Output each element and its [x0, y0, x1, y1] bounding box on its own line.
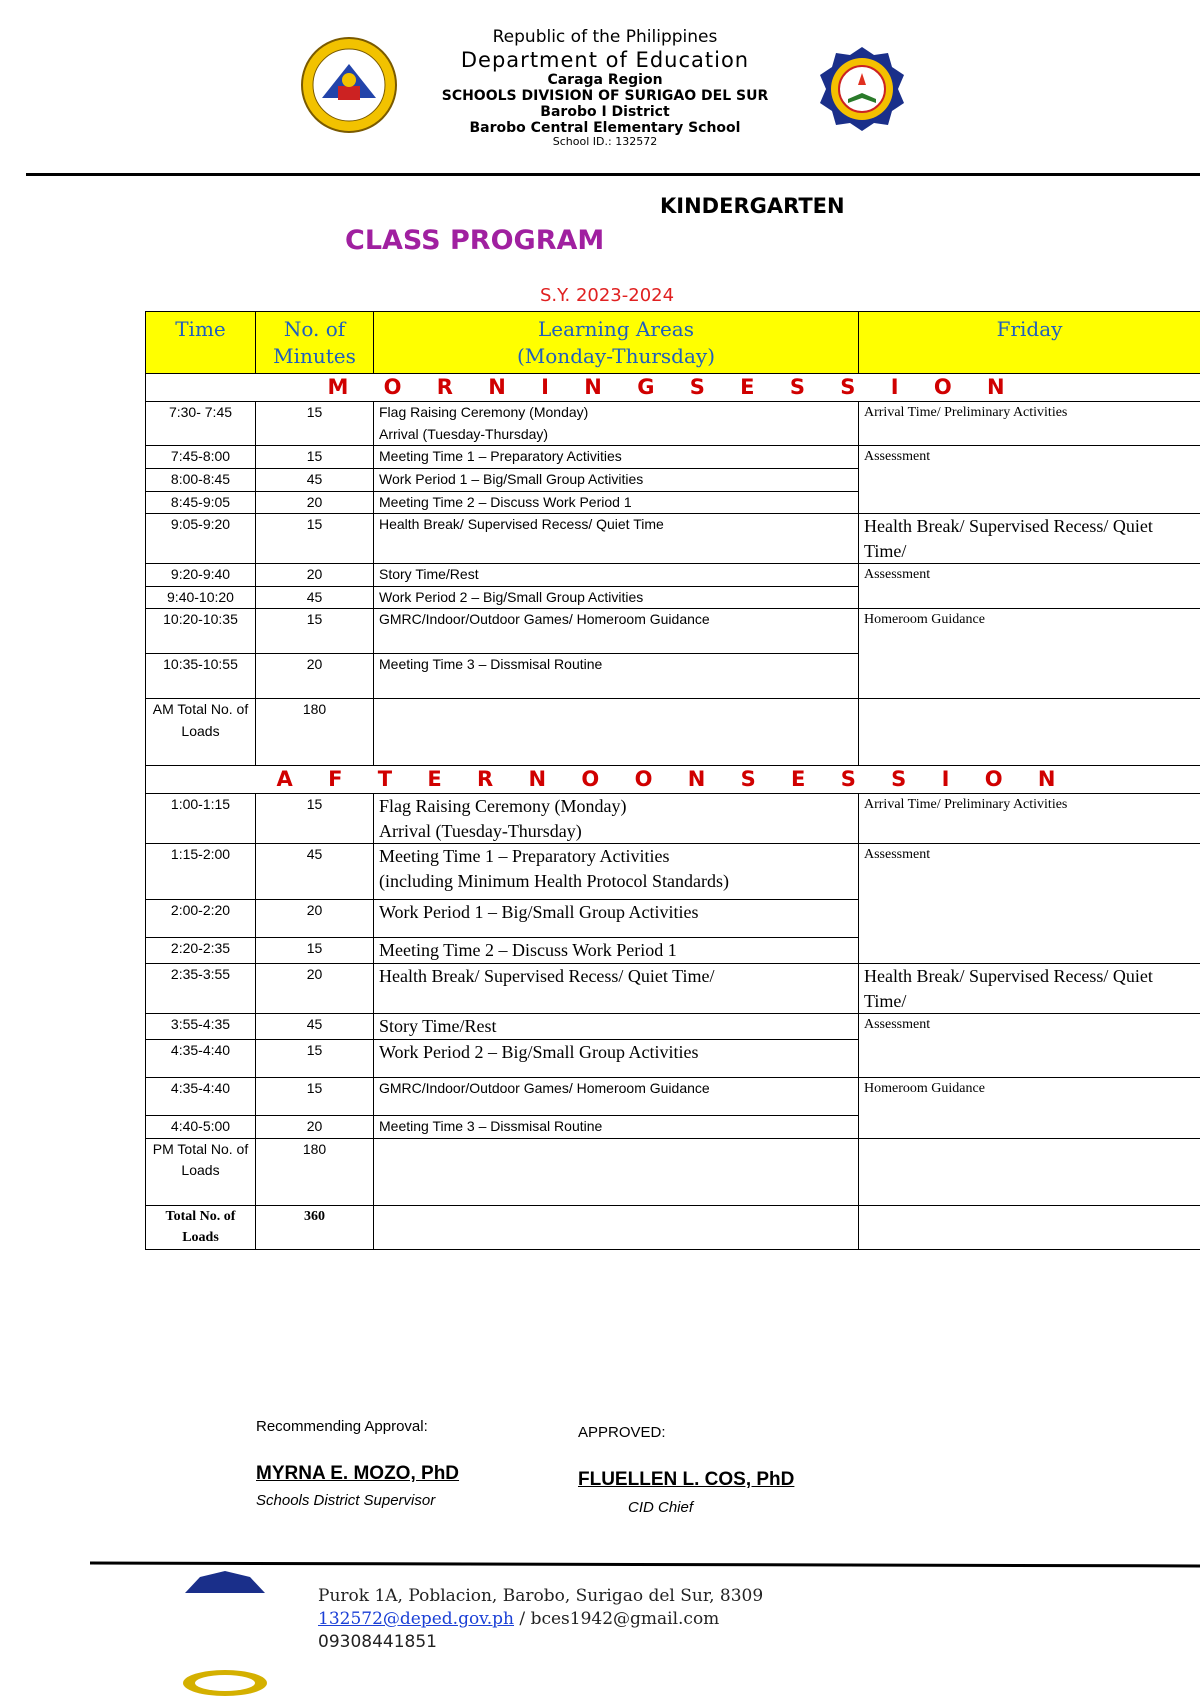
learning-area-cell: Flag Raising Ceremony (Monday) Arrival (Tuesday-Thursday): [374, 794, 859, 844]
header-friday: Friday: [859, 312, 1200, 374]
minutes-cell: 15: [256, 446, 374, 469]
table-row: [146, 514, 1200, 564]
table-row: [146, 402, 1200, 446]
learning-area-cell: Story Time/Rest: [374, 1014, 859, 1040]
learning-area-cell: Story Time/Rest: [374, 564, 859, 587]
minutes-cell: 20: [256, 1116, 374, 1139]
supervisor-title: Schools District Supervisor: [256, 1492, 436, 1509]
time-cell: 7:30- 7:45: [146, 402, 256, 446]
minutes-cell: 45: [256, 1014, 374, 1040]
minutes-cell: 15: [256, 938, 374, 964]
time-cell: 2:35-3:55: [146, 964, 256, 1014]
grand-total-label: Total No. of Loads: [146, 1205, 256, 1249]
minutes-cell: 20: [256, 491, 374, 514]
school-name: Barobo Central Elementary School: [469, 119, 741, 136]
region-text: Caraga Region: [547, 71, 663, 88]
header-minutes: No. of Minutes: [256, 312, 374, 374]
time-cell: 9:05-9:20: [146, 514, 256, 564]
time-cell: 4:35-4:40: [146, 1040, 256, 1078]
table-row: [146, 609, 1200, 654]
email-secondary: bces1942@gmail.com: [530, 1608, 720, 1629]
time-cell: 7:45-8:00: [146, 446, 256, 469]
learning-area-cell: Work Period 1 – Big/Small Group Activities: [374, 900, 859, 938]
pm-total-minutes: 180: [256, 1138, 374, 1205]
page-title: CLASS PROGRAM: [345, 225, 605, 256]
am-total-label: AM Total No. of Loads: [146, 699, 256, 766]
learning-area-cell: Health Break/ Supervised Recess/ Quiet Time: [374, 514, 859, 564]
minutes-cell: 45: [256, 844, 374, 900]
header-learning-areas: Learning Areas (Monday-Thursday): [374, 312, 859, 374]
friday-cell: Assessment: [859, 844, 1200, 964]
district-text: Barobo I District: [540, 103, 670, 120]
time-cell: 1:15-2:00: [146, 844, 256, 900]
table-row: [146, 794, 1200, 844]
friday-cell: Arrival Time/ Preliminary Activities: [859, 402, 1200, 446]
friday-cell: Assessment: [859, 1014, 1200, 1078]
learning-area-cell: GMRC/Indoor/Outdoor Games/ Homeroom Guidance: [374, 609, 859, 654]
friday-cell: Assessment: [859, 446, 1200, 514]
header-divider: [26, 173, 1200, 176]
time-cell: 8:00-8:45: [146, 469, 256, 492]
time-cell: 4:35-4:40: [146, 1078, 256, 1116]
learning-area-cell: Meeting Time 2 – Discuss Work Period 1: [374, 491, 859, 514]
minutes-cell: 15: [256, 1078, 374, 1116]
minutes-cell: 15: [256, 402, 374, 446]
friday-cell: Assessment: [859, 564, 1200, 609]
learning-area-cell: Work Period 2 – Big/Small Group Activities: [374, 1040, 859, 1078]
footer-seal-logo: [170, 1565, 280, 1696]
learning-area-cell: Meeting Time 3 – Dissmisal Routine: [374, 1116, 859, 1139]
supervisor-name: MYRNA E. MOZO, PhD: [256, 1463, 460, 1484]
table-row: [146, 564, 1200, 587]
cid-chief-title: CID Chief: [628, 1499, 694, 1516]
learning-area-cell: Meeting Time 2 – Discuss Work Period 1: [374, 938, 859, 964]
minutes-cell: 45: [256, 586, 374, 609]
minutes-cell: 20: [256, 964, 374, 1014]
learning-area-cell: Health Break/ Supervised Recess/ Quiet Time/: [374, 964, 859, 1014]
school-id: School ID.: 132572: [552, 135, 658, 149]
minutes-cell: 15: [256, 794, 374, 844]
grand-total-minutes: 360: [256, 1205, 374, 1249]
am-total-minutes: 180: [256, 699, 374, 766]
footer-emails: 132572@deped.gov.ph / bces1942@gmail.com: [318, 1608, 720, 1629]
minutes-cell: 15: [256, 1040, 374, 1078]
footer-contact: [318, 1585, 763, 1654]
time-cell: 9:20-9:40: [146, 564, 256, 587]
time-cell: 3:55-4:35: [146, 1014, 256, 1040]
friday-cell: Homeroom Guidance: [859, 609, 1200, 699]
letterhead: [380, 28, 830, 149]
school-seal-logo: [818, 45, 906, 133]
am-total-row: [146, 699, 1200, 766]
pm-total-row: [146, 1138, 1200, 1205]
recommending-approval-label: Recommending Approval:: [256, 1418, 428, 1435]
table-row: [146, 844, 1200, 900]
time-cell: 2:00-2:20: [146, 900, 256, 938]
time-cell: 9:40-10:20: [146, 586, 256, 609]
minutes-cell: 20: [256, 900, 374, 938]
morning-session-label: M O R N I N G S E S S I O N: [146, 374, 1200, 402]
learning-area-cell: Work Period 1 – Big/Small Group Activities: [374, 469, 859, 492]
time-cell: 10:35-10:55: [146, 654, 256, 699]
table-row: [146, 1014, 1200, 1040]
grade-level-title: KINDERGARTEN: [660, 194, 845, 218]
morning-session-row: [146, 374, 1200, 402]
school-year: S.Y. 2023-2024: [540, 285, 675, 306]
grand-total-row: [146, 1205, 1200, 1249]
class-program-table: [145, 311, 1200, 1250]
minutes-cell: 20: [256, 654, 374, 699]
footer-phone: 09308441851: [318, 1631, 437, 1652]
table-row: [146, 446, 1200, 469]
time-cell: 1:00-1:15: [146, 794, 256, 844]
department-text: Department of Education: [460, 47, 750, 72]
footer-address: Purok 1A, Poblacion, Barobo, Surigao del Sur, 8309: [318, 1586, 764, 1606]
time-cell: 2:20-2:35: [146, 938, 256, 964]
division-text: SCHOOLS DIVISION OF SURIGAO DEL SUR: [441, 87, 769, 104]
minutes-cell: 45: [256, 469, 374, 492]
friday-cell: Homeroom Guidance: [859, 1078, 1200, 1139]
time-cell: 10:20-10:35: [146, 609, 256, 654]
cid-chief-name: FLUELLEN L. COS, PhD: [578, 1469, 795, 1490]
pm-total-label: PM Total No. of Loads: [146, 1138, 256, 1205]
minutes-cell: 15: [256, 609, 374, 654]
email-link[interactable]: 132572@deped.gov.ph: [318, 1608, 515, 1629]
friday-cell: Arrival Time/ Preliminary Activities: [859, 794, 1200, 844]
table-header-row: [146, 312, 1200, 374]
approved-label: APPROVED:: [578, 1424, 666, 1441]
friday-cell: Health Break/ Supervised Recess/ Quiet Time/: [859, 514, 1200, 564]
learning-area-cell: Meeting Time 1 – Preparatory Activities: [374, 446, 859, 469]
afternoon-session-row: [146, 766, 1200, 794]
friday-cell: Health Break/ Supervised Recess/ Quiet Time/: [859, 964, 1200, 1014]
table-row: [146, 964, 1200, 1014]
minutes-cell: 15: [256, 514, 374, 564]
minutes-cell: 20: [256, 564, 374, 587]
learning-area-cell: Meeting Time 1 – Preparatory Activities (including Minimum Health Protocol Standards): [374, 844, 859, 900]
table-row: [146, 1078, 1200, 1116]
learning-area-cell: Flag Raising Ceremony (Monday) Arrival (Tuesday-Thursday): [374, 402, 859, 446]
header-time: Time: [146, 312, 256, 374]
learning-area-cell: Meeting Time 3 – Dissmisal Routine: [374, 654, 859, 699]
republic-text: Republic of the Philippines: [492, 27, 718, 47]
learning-area-cell: GMRC/Indoor/Outdoor Games/ Homeroom Guidance: [374, 1078, 859, 1116]
learning-area-cell: Work Period 2 – Big/Small Group Activities: [374, 586, 859, 609]
time-cell: 4:40-5:00: [146, 1116, 256, 1139]
time-cell: 8:45-9:05: [146, 491, 256, 514]
afternoon-session-label: A F T E R N O O N S E S S I O N: [146, 766, 1200, 794]
